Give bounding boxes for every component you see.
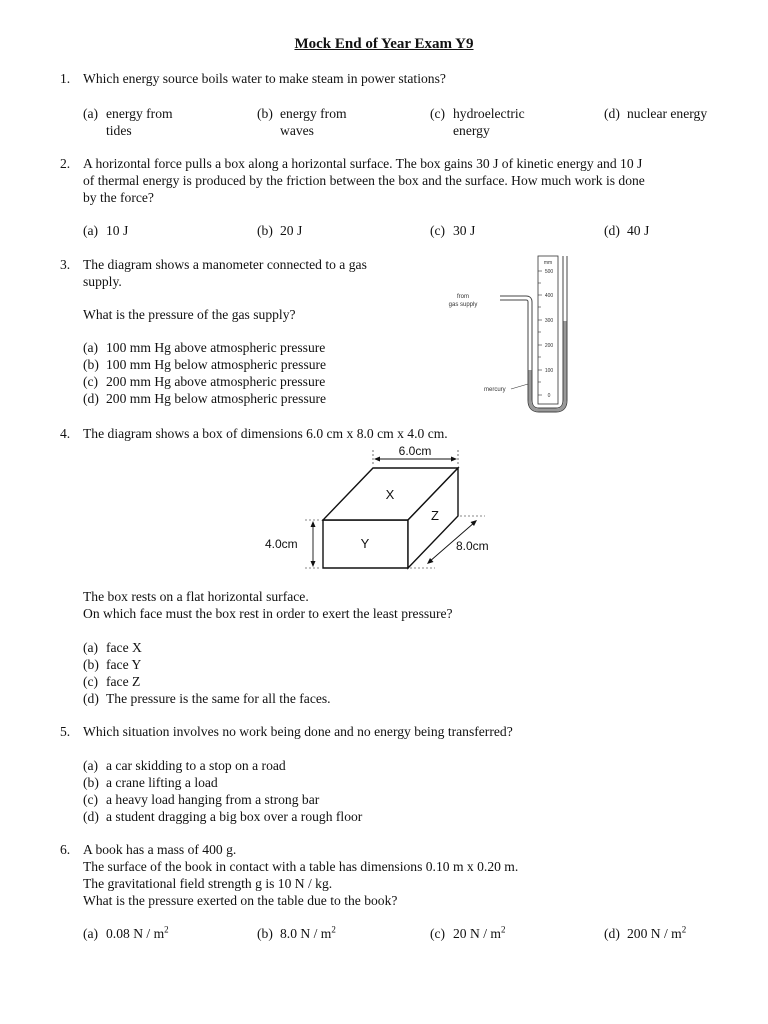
option-text: a car skidding to a stop on a road [106, 758, 286, 773]
option-label: (b) [257, 223, 273, 238]
question-text-line: A book has a mass of 400 g. [83, 842, 237, 857]
option-text: 30 J [453, 223, 476, 238]
option-label: (b) [83, 357, 99, 372]
option-value: 0.08 N / m [106, 926, 165, 941]
option-text: 200 mm Hg below atmospheric pressure [106, 391, 327, 406]
option-label: (d) [604, 106, 620, 121]
mercury-label: mercury [484, 387, 506, 393]
face-x-label: X [385, 487, 395, 502]
option-text: a student dragging a big box over a rough floor [106, 809, 363, 824]
option-label: (c) [430, 926, 446, 941]
option-value: 200 N / m [627, 926, 682, 941]
question-text-line: On which face must the box rest in order to exert the least pressure? [83, 606, 453, 621]
scale-label: 500 [544, 269, 554, 275]
option-label: (b) [83, 657, 99, 672]
option-text [106, 925, 169, 942]
option-text [280, 925, 336, 942]
scale-label: 300 [544, 318, 554, 324]
depth-label: 8.0cm [456, 539, 489, 553]
option-text: waves [280, 123, 314, 138]
question-text-line: of thermal energy is produced by the friction between the box and the surface. How much work is done [83, 173, 645, 188]
option-label: (a) [83, 926, 99, 941]
height-label: 4.0cm [265, 537, 298, 551]
question-text: The diagram shows a box of dimensions 6.0 cm x 8.0 cm x 4.0 cm. [83, 426, 448, 441]
option-label: (c) [430, 223, 446, 238]
option-text: energy [453, 123, 490, 138]
question-text-line: A horizontal force pulls a box along a horizontal surface. The box gains 30 J of kinetic energy and 10 J [83, 156, 643, 171]
question-number: 1. [60, 71, 71, 86]
option-text: hydroelectric [453, 106, 525, 121]
question-number: 5. [60, 724, 71, 739]
question-text: Which situation involves no work being done and no energy being transferred? [83, 724, 513, 739]
superscript: 2 [164, 924, 169, 935]
option-label: (a) [83, 758, 99, 773]
option-text: 20 J [280, 223, 303, 238]
option-text: tides [106, 123, 132, 138]
option-label: (c) [430, 106, 446, 121]
question-text-line: The surface of the book in contact with a table has dimensions 0.10 m x 0.20 m. [83, 859, 519, 874]
option-label: (c) [83, 674, 99, 689]
option-label: (d) [604, 926, 620, 941]
option-text: face X [106, 640, 142, 655]
option-label: (d) [83, 691, 99, 706]
superscript: 2 [500, 924, 506, 935]
superscript: 2 [331, 924, 336, 935]
face-z-label: Z [431, 508, 439, 523]
superscript: 2 [681, 924, 687, 935]
option-text: 200 mm Hg above atmospheric pressure [106, 374, 326, 389]
option-label: (a) [83, 640, 99, 655]
option-label: (a) [83, 340, 99, 355]
option-text: 10 J [106, 223, 129, 238]
question-number: 4. [60, 426, 71, 441]
question-text: Which energy source boils water to make steam in power stations? [83, 71, 446, 86]
question-text-line: The box rests on a flat horizontal surface. [83, 589, 309, 604]
question-text-line: supply. [83, 274, 122, 289]
option-label: (b) [257, 926, 273, 941]
option-text: energy from [106, 106, 173, 121]
option-label: (a) [83, 223, 99, 238]
width-label: 6.0cm [398, 444, 432, 458]
option-label: (c) [83, 374, 99, 389]
option-text: 40 J [627, 223, 650, 238]
scale-label: 200 [544, 343, 554, 349]
option-text: 100 mm Hg below atmospheric pressure [106, 357, 327, 372]
option-text: 100 mm Hg above atmospheric pressure [106, 340, 326, 355]
option-label: (d) [83, 391, 99, 406]
scale-label: 400 [544, 293, 554, 299]
option-text [627, 925, 686, 942]
question-text-line: The gravitational field strength g is 10 N / kg. [83, 876, 333, 891]
question-number: 2. [60, 156, 71, 171]
question-number: 3. [60, 257, 71, 272]
exam-title: Mock End of Year Exam Y9 [294, 36, 474, 52]
option-text: nuclear energy [627, 106, 708, 121]
scale-label: 100 [544, 368, 554, 374]
question-text-line: by the force? [83, 190, 154, 205]
option-text: a crane lifting a load [106, 775, 218, 790]
option-value: 20 N / m [453, 926, 501, 941]
option-value: 8.0 N / m [280, 926, 332, 941]
manometer-diagram [430, 250, 590, 420]
scale-unit: mm [543, 260, 553, 266]
option-label: (a) [83, 106, 99, 121]
question-text-line: The diagram shows a manometer connected to a gas [83, 257, 367, 272]
option-label: (b) [83, 775, 99, 790]
option-text [453, 925, 505, 942]
question-number: 6. [60, 842, 71, 857]
option-label: (d) [83, 809, 99, 824]
option-label: (c) [83, 792, 99, 807]
option-text: The pressure is the same for all the faces. [106, 691, 331, 706]
gas-supply-label: gas supply [448, 302, 478, 308]
question-text-line: What is the pressure exerted on the table due to the book? [83, 893, 398, 908]
option-text: face Y [106, 657, 142, 672]
question-text: What is the pressure of the gas supply? [83, 307, 296, 322]
option-label: (b) [257, 106, 273, 121]
face-y-label: Y [360, 536, 370, 551]
box-diagram [255, 440, 515, 575]
option-text: a heavy load hanging from a strong bar [106, 792, 320, 807]
option-text: energy from [280, 106, 347, 121]
option-label: (d) [604, 223, 620, 238]
gas-supply-label: from [457, 294, 469, 300]
option-text: face Z [106, 674, 141, 689]
scale-label: 0 [547, 393, 551, 399]
